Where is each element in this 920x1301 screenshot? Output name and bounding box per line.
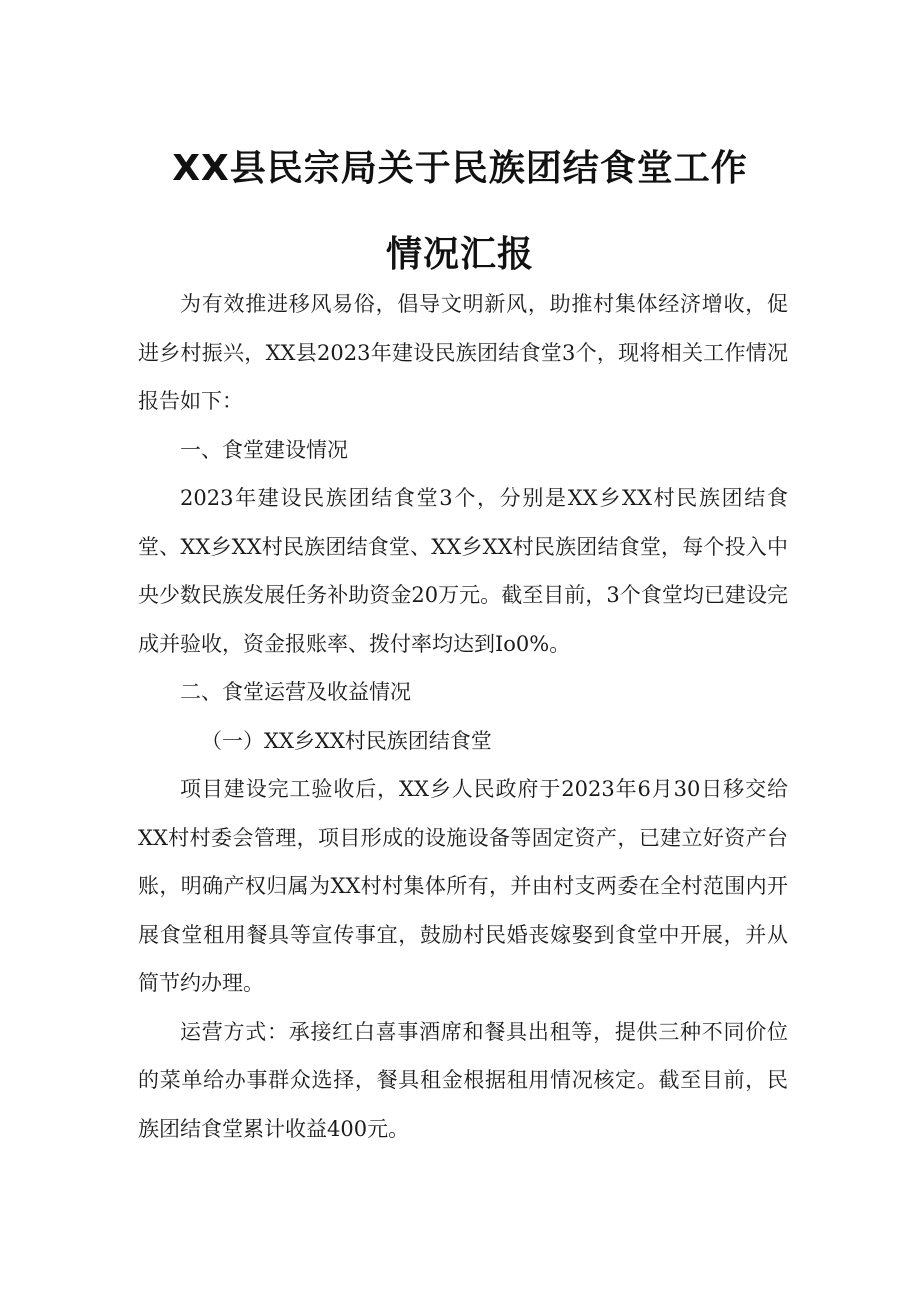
document-title-line-1: XX县民宗局关于民族团结食堂工作 bbox=[172, 148, 748, 189]
intro-paragraph: 为有效推进移风易俗，倡导文明新风，助推村集体经济增收，促进乡村振兴，XX县2023年建设民族团结食堂3个，现将相关工作情况报告如下： bbox=[138, 292, 788, 413]
document-title-line-2: 情况汇报 bbox=[385, 234, 534, 275]
section-1-paragraph: 2023年建设民族团结食堂3个，分别是XX乡XX村民族团结食堂、XX乡XX村民族团结食堂、XX乡XX村民族团结食堂，每个投入中央少数民族发展任务补助资金20万元。截至目前，3个食堂均已建设完成并验收，资金报账率、拨付率均达到Io0%。 bbox=[138, 486, 788, 656]
operation-paragraph: 运营方式：承接红白喜事酒席和餐具出租等，提供三种不同价位的菜单给办事群众选择，餐具租金根据租用情况核定。截至目前，民族团结食堂累计收益400元。 bbox=[138, 1019, 788, 1141]
subsection-1-heading: （一）XX乡XX村民族团结食堂 bbox=[201, 728, 492, 753]
section-1-heading: 一、食堂建设情况 bbox=[180, 437, 348, 462]
section-2-heading: 二、食堂运营及收益情况 bbox=[180, 680, 411, 704]
document-body bbox=[138, 280, 788, 1153]
subsection-1-paragraph: 项目建设完工验收后，XX乡人民政府于2023年6月30日移交给XX村村委会管理，项目形成的设施设备等固定资产，已建立好资产台账，明确产权归属为XX村村集体所有，并由村支两委在全村范围内开展食堂租用餐具等宣传事宜，鼓励村民婚丧嫁娶到食堂中开展，并从简节约办理。 bbox=[138, 777, 788, 995]
